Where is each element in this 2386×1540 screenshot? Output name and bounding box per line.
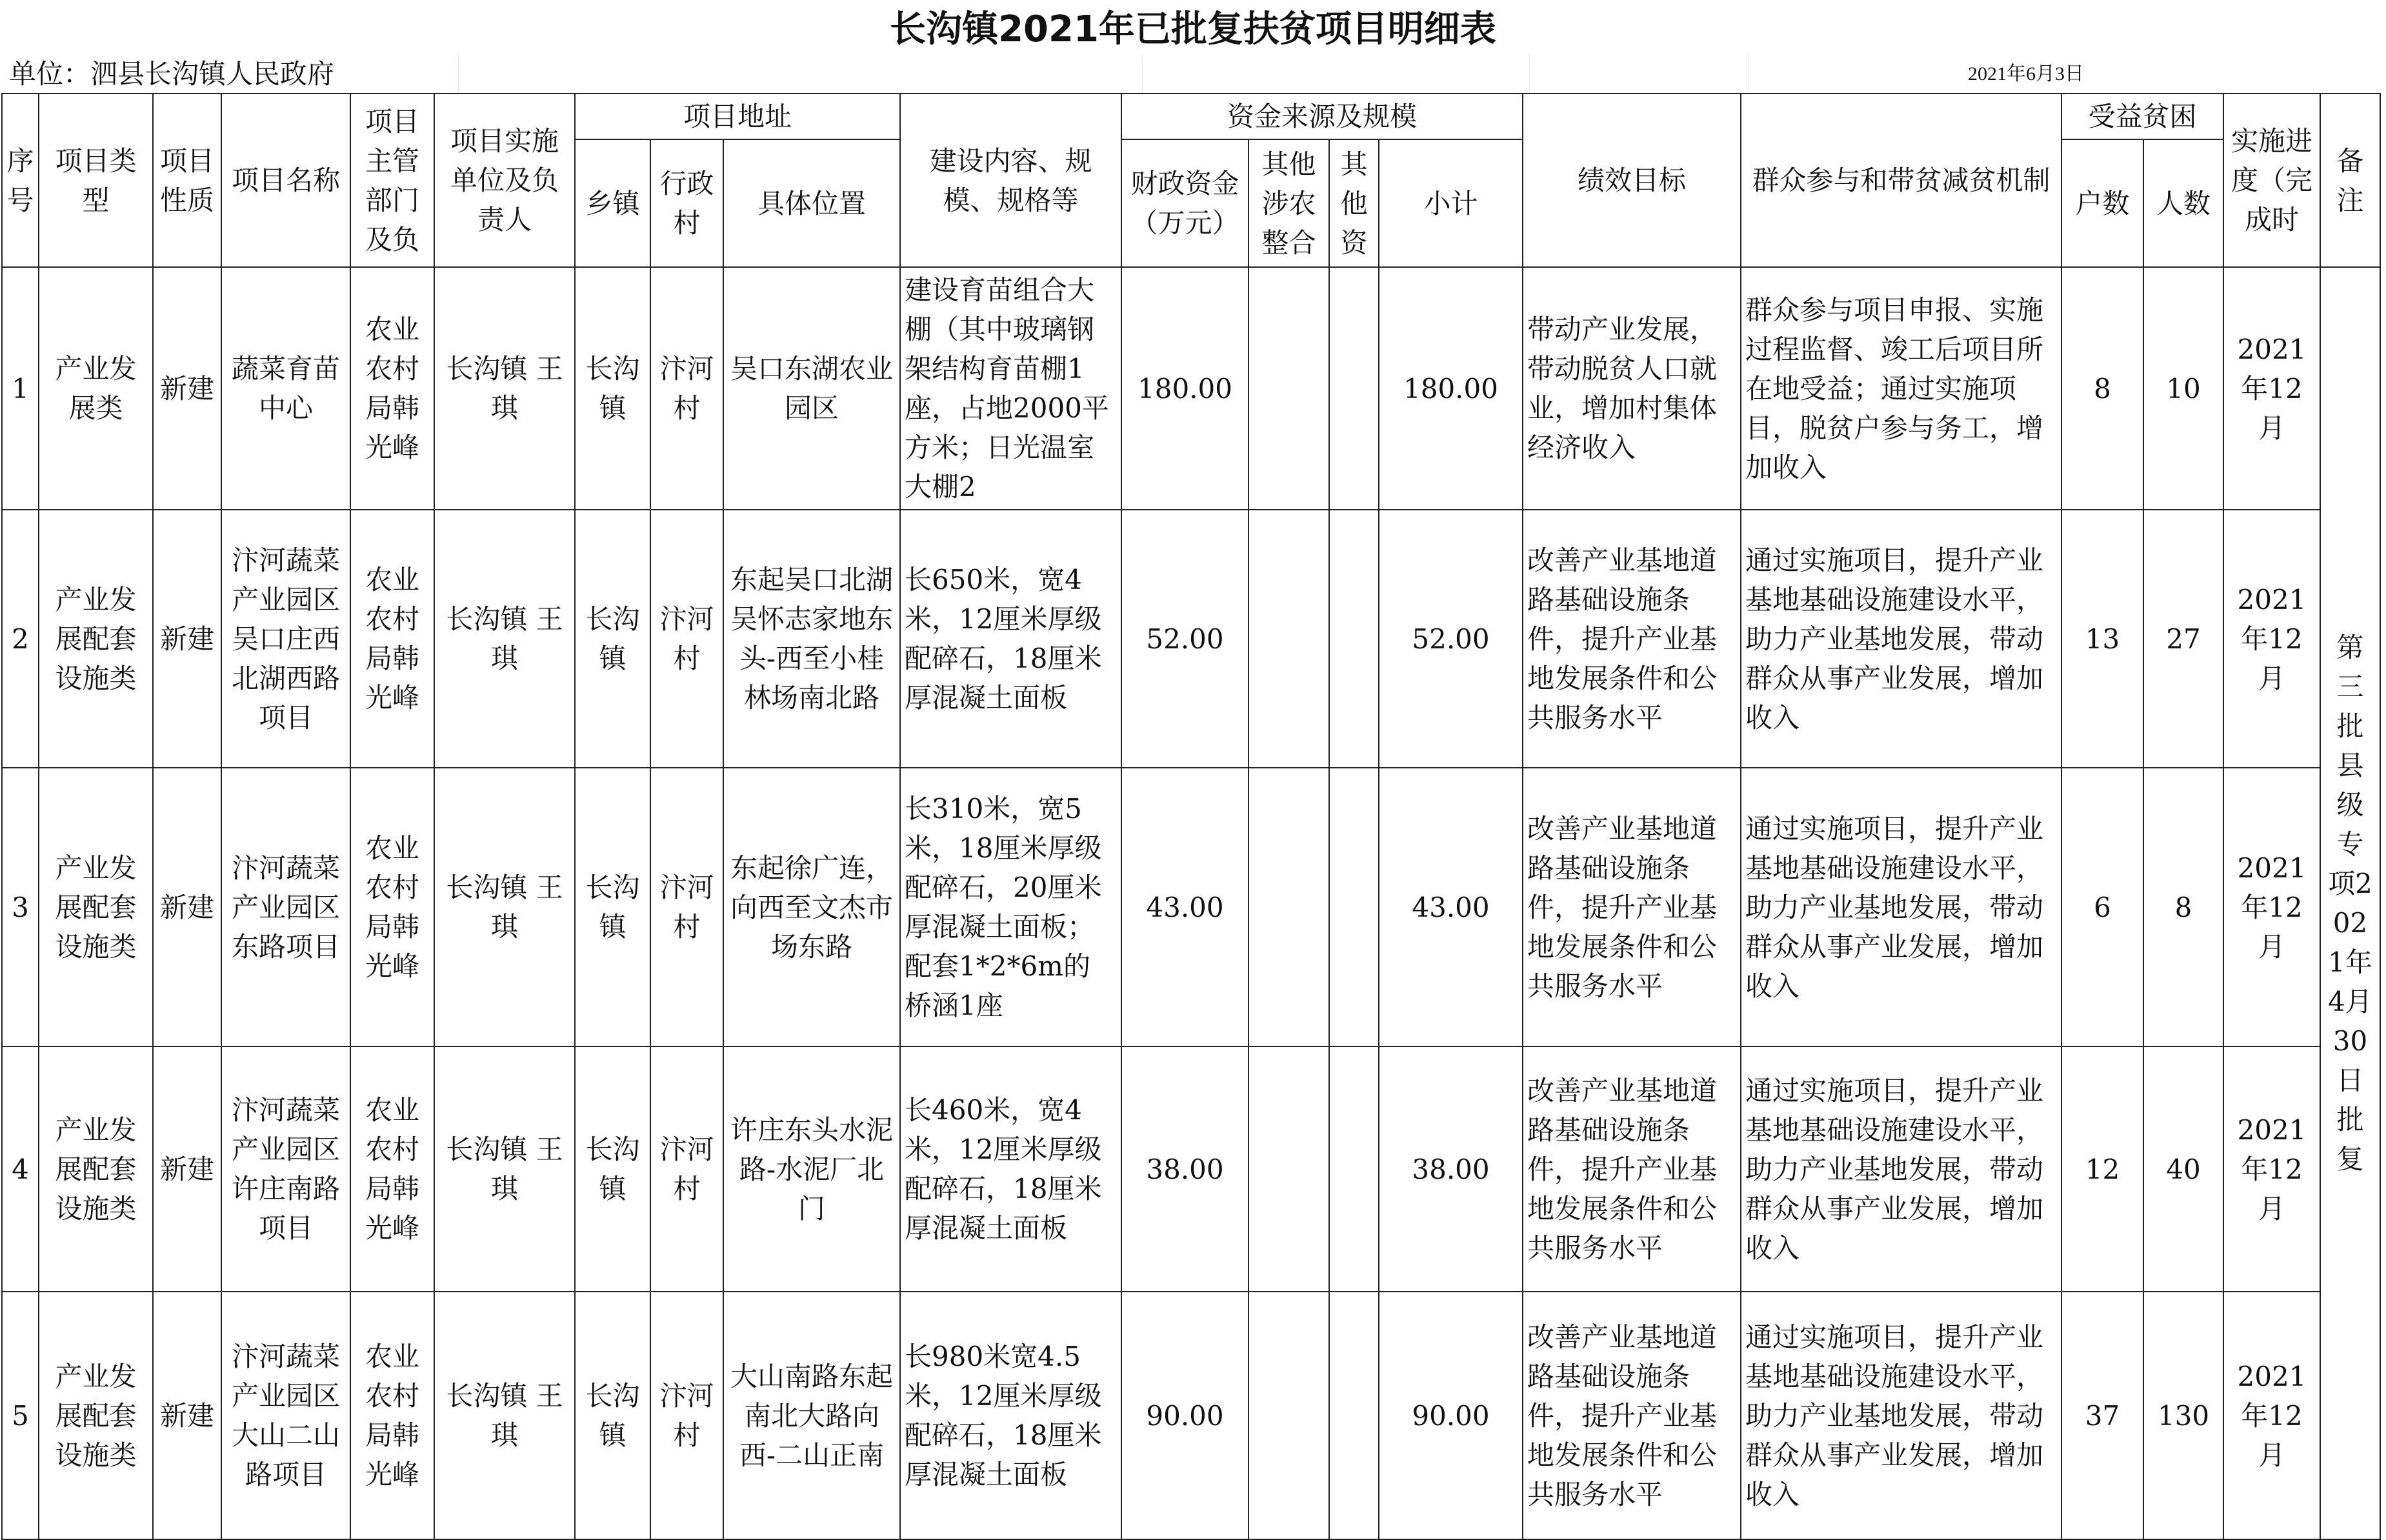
cell-content: 长980米宽4.5米，12厘米厚级配碎石，18厘米厚混凝土面板: [900, 1292, 1121, 1539]
cell-people: 10: [2143, 267, 2223, 510]
table-row: [2, 510, 2380, 768]
cell-mechanism: 群众参与项目申报、实施过程监督、竣工后项目所在地受益；通过实施项目，脱贫户参与务工，增加收入: [1741, 267, 2061, 510]
cell-dept: 农业农村局韩光峰: [350, 768, 434, 1046]
cell-mechanism: 通过实施项目，提升产业基地基础设施建设水平，助力产业基地发展，带动群众从事产业发展，增加收入: [1741, 1046, 2061, 1292]
cell-people: 27: [2143, 510, 2223, 768]
report-date: 2021年6月3日: [1968, 63, 2084, 85]
grid-divider: [1142, 54, 1143, 93]
cell-mechanism: 通过实施项目，提升产业基地基础设施建设水平，助力产业基地发展，带动群众从事产业发展，增加收入: [1741, 768, 2061, 1046]
cell-content: 建设育苗组合大棚（其中玻璃钢架结构育苗棚1座，占地2000平方米；日光温室大棚2: [900, 267, 1121, 510]
cell-mechanism: 通过实施项目，提升产业基地基础设施建设水平，助力产业基地发展，带动群众从事产业发展，增加收入: [1741, 510, 2061, 768]
cell-mechanism: 通过实施项目，提升产业基地基础设施建设水平，助力产业基地发展，带动群众从事产业发展，增加收入: [1741, 1292, 2061, 1539]
cell-agri: [1248, 510, 1329, 768]
cell-seq: 3: [2, 768, 39, 1046]
cell-dept: 农业农村局韩光峰: [350, 1292, 434, 1539]
cell-goal: 带动产业发展，带动脱贫人口就业，增加村集体经济收入: [1523, 267, 1741, 510]
cell-remark: 第三批县级专项2021年4月30日批复: [2320, 267, 2380, 1539]
cell-goal: 改善产业基地道路基础设施条件，提升产业基地发展条件和公共服务水平: [1523, 1292, 1741, 1539]
cell-seq: 5: [2, 1292, 39, 1539]
cell-other: [1329, 267, 1379, 510]
grid-divider: [458, 54, 459, 93]
cell-content: 长460米，宽4米，12厘米厚级配碎石，18厘米厚混凝土面板: [900, 1046, 1121, 1292]
header-dept: 项目主管部门及负: [350, 94, 434, 267]
cell-type: 产业发展类: [39, 267, 153, 510]
header-remark: 备注: [2320, 94, 2380, 267]
header-seq: 序号: [2, 94, 39, 267]
cell-fiscal: 52.00: [1121, 510, 1248, 768]
header-content: 建设内容、规模、规格等: [900, 94, 1121, 267]
cell-people: 40: [2143, 1046, 2223, 1292]
table-row: [2, 267, 2380, 510]
header-type: 项目类型: [39, 94, 153, 267]
cell-subtotal: 38.00: [1379, 1046, 1523, 1292]
cell-impl: 长沟镇 王 琪: [434, 267, 575, 510]
cell-agri: [1248, 1292, 1329, 1539]
cell-position: 吴口东湖农业园区: [723, 267, 900, 510]
cell-name: 蔬菜育苗中心: [221, 267, 350, 510]
cell-town: 长沟镇: [575, 510, 650, 768]
cell-seq: 4: [2, 1046, 39, 1292]
cell-dept: 农业农村局韩光峰: [350, 510, 434, 768]
cell-progress: 2021年12月: [2223, 510, 2320, 768]
table-row: [2, 768, 2380, 1046]
cell-dept: 农业农村局韩光峰: [350, 267, 434, 510]
page-title: 长沟镇2021年已批复扶贫项目明细表: [890, 8, 1496, 50]
cell-name: 汴河蔬菜产业园区吴口庄西北湖西路项目: [221, 510, 350, 768]
cell-town: 长沟镇: [575, 267, 650, 510]
header-position: 具体位置: [723, 139, 900, 267]
header-name: 项目名称: [221, 94, 350, 267]
header-goal: 绩效目标: [1523, 94, 1741, 267]
cell-position: 大山南路东起南北大路向西-二山正南: [723, 1292, 900, 1539]
cell-town: 长沟镇: [575, 768, 650, 1046]
cell-other: [1329, 510, 1379, 768]
header-nature: 项目性质: [153, 94, 221, 267]
cell-position: 许庄东头水泥路-水泥厂北门: [723, 1046, 900, 1292]
cell-agri: [1248, 768, 1329, 1046]
cell-position: 东起徐广连，向西至文杰市场东路: [723, 768, 900, 1046]
cell-other: [1329, 1046, 1379, 1292]
cell-people: 130: [2143, 1292, 2223, 1539]
cell-position: 东起吴口北湖吴怀志家地东头-西至小桂林场南北路: [723, 510, 900, 768]
cell-dept: 农业农村局韩光峰: [350, 1046, 434, 1292]
cell-subtotal: 180.00: [1379, 267, 1523, 510]
header-mechanism: 群众参与和带贫减贫机制: [1741, 94, 2061, 267]
cell-impl: 长沟镇 王 琪: [434, 1292, 575, 1539]
cell-nature: 新建: [153, 1046, 221, 1292]
cell-agri: [1248, 1046, 1329, 1292]
cell-impl: 长沟镇 王 琪: [434, 768, 575, 1046]
cell-subtotal: 43.00: [1379, 768, 1523, 1046]
project-table: [1, 93, 2381, 1540]
cell-subtotal: 90.00: [1379, 1292, 1523, 1539]
table-row: [2, 1292, 2380, 1539]
cell-type: 产业发展配套设施类: [39, 768, 153, 1046]
cell-nature: 新建: [153, 267, 221, 510]
cell-other: [1329, 768, 1379, 1046]
header-village: 行政村: [650, 139, 723, 267]
header-other: 其他资: [1329, 139, 1379, 267]
cell-content: 长650米，宽4米，12厘米厚级配碎石，18厘米厚混凝土面板: [900, 510, 1121, 768]
header-location: 项目地址: [575, 94, 900, 139]
cell-progress: 2021年12月: [2223, 1292, 2320, 1539]
cell-people: 8: [2143, 768, 2223, 1046]
cell-progress: 2021年12月: [2223, 1046, 2320, 1292]
cell-name: 汴河蔬菜产业园区东路项目: [221, 768, 350, 1046]
cell-households: 8: [2061, 267, 2143, 510]
header-town: 乡镇: [575, 139, 650, 267]
table-row: [2, 1046, 2380, 1292]
cell-village: 汴河村: [650, 1292, 723, 1539]
cell-town: 长沟镇: [575, 1046, 650, 1292]
cell-nature: 新建: [153, 1292, 221, 1539]
header-fiscal: 财政资金（万元）: [1121, 139, 1248, 267]
cell-type: 产业发展配套设施类: [39, 1046, 153, 1292]
cell-impl: 长沟镇 王 琪: [434, 1046, 575, 1292]
cell-town: 长沟镇: [575, 1292, 650, 1539]
cell-nature: 新建: [153, 510, 221, 768]
cell-fiscal: 180.00: [1121, 267, 1248, 510]
cell-goal: 改善产业基地道路基础设施条件，提升产业基地发展条件和公共服务水平: [1523, 768, 1741, 1046]
cell-goal: 改善产业基地道路基础设施条件，提升产业基地发展条件和公共服务水平: [1523, 510, 1741, 768]
grid-divider: [1529, 54, 1530, 93]
cell-goal: 改善产业基地道路基础设施条件，提升产业基地发展条件和公共服务水平: [1523, 1046, 1741, 1292]
cell-village: 汴河村: [650, 510, 723, 768]
header-agri: 其他涉农整合: [1248, 139, 1329, 267]
header-beneficiary: 受益贫困: [2061, 94, 2223, 139]
cell-name: 汴河蔬菜产业园区许庄南路项目: [221, 1046, 350, 1292]
cell-seq: 1: [2, 267, 39, 510]
header-people: 人数: [2143, 139, 2223, 267]
unit-label: 单位：泗县长沟镇人民政府: [9, 58, 335, 90]
cell-households: 13: [2061, 510, 2143, 768]
cell-content: 长310米，宽5米，18厘米厚级配碎石，20厘米厚混凝土面板；配套1*2*6m的桥涵1座: [900, 768, 1121, 1046]
cell-other: [1329, 1292, 1379, 1539]
cell-progress: 2021年12月: [2223, 768, 2320, 1046]
cell-name: 汴河蔬菜产业园区大山二山路项目: [221, 1292, 350, 1539]
cell-seq: 2: [2, 510, 39, 768]
cell-fiscal: 43.00: [1121, 768, 1248, 1046]
header-subtotal: 小计: [1379, 139, 1523, 267]
cell-type: 产业发展配套设施类: [39, 1292, 153, 1539]
cell-progress: 2021年12月: [2223, 267, 2320, 510]
cell-households: 6: [2061, 768, 2143, 1046]
cell-subtotal: 52.00: [1379, 510, 1523, 768]
cell-nature: 新建: [153, 768, 221, 1046]
cell-village: 汴河村: [650, 1046, 723, 1292]
header-progress: 实施进度（完成时: [2223, 94, 2320, 267]
cell-fiscal: 38.00: [1121, 1046, 1248, 1292]
header-funds: 资金来源及规模: [1121, 94, 1523, 139]
cell-agri: [1248, 267, 1329, 510]
cell-impl: 长沟镇 王 琪: [434, 510, 575, 768]
cell-village: 汴河村: [650, 267, 723, 510]
cell-village: 汴河村: [650, 768, 723, 1046]
header-impl: 项目实施单位及负责人: [434, 94, 575, 267]
cell-households: 37: [2061, 1292, 2143, 1539]
header-households: 户数: [2061, 139, 2143, 267]
cell-households: 12: [2061, 1046, 2143, 1292]
cell-fiscal: 90.00: [1121, 1292, 1248, 1539]
cell-type: 产业发展配套设施类: [39, 510, 153, 768]
